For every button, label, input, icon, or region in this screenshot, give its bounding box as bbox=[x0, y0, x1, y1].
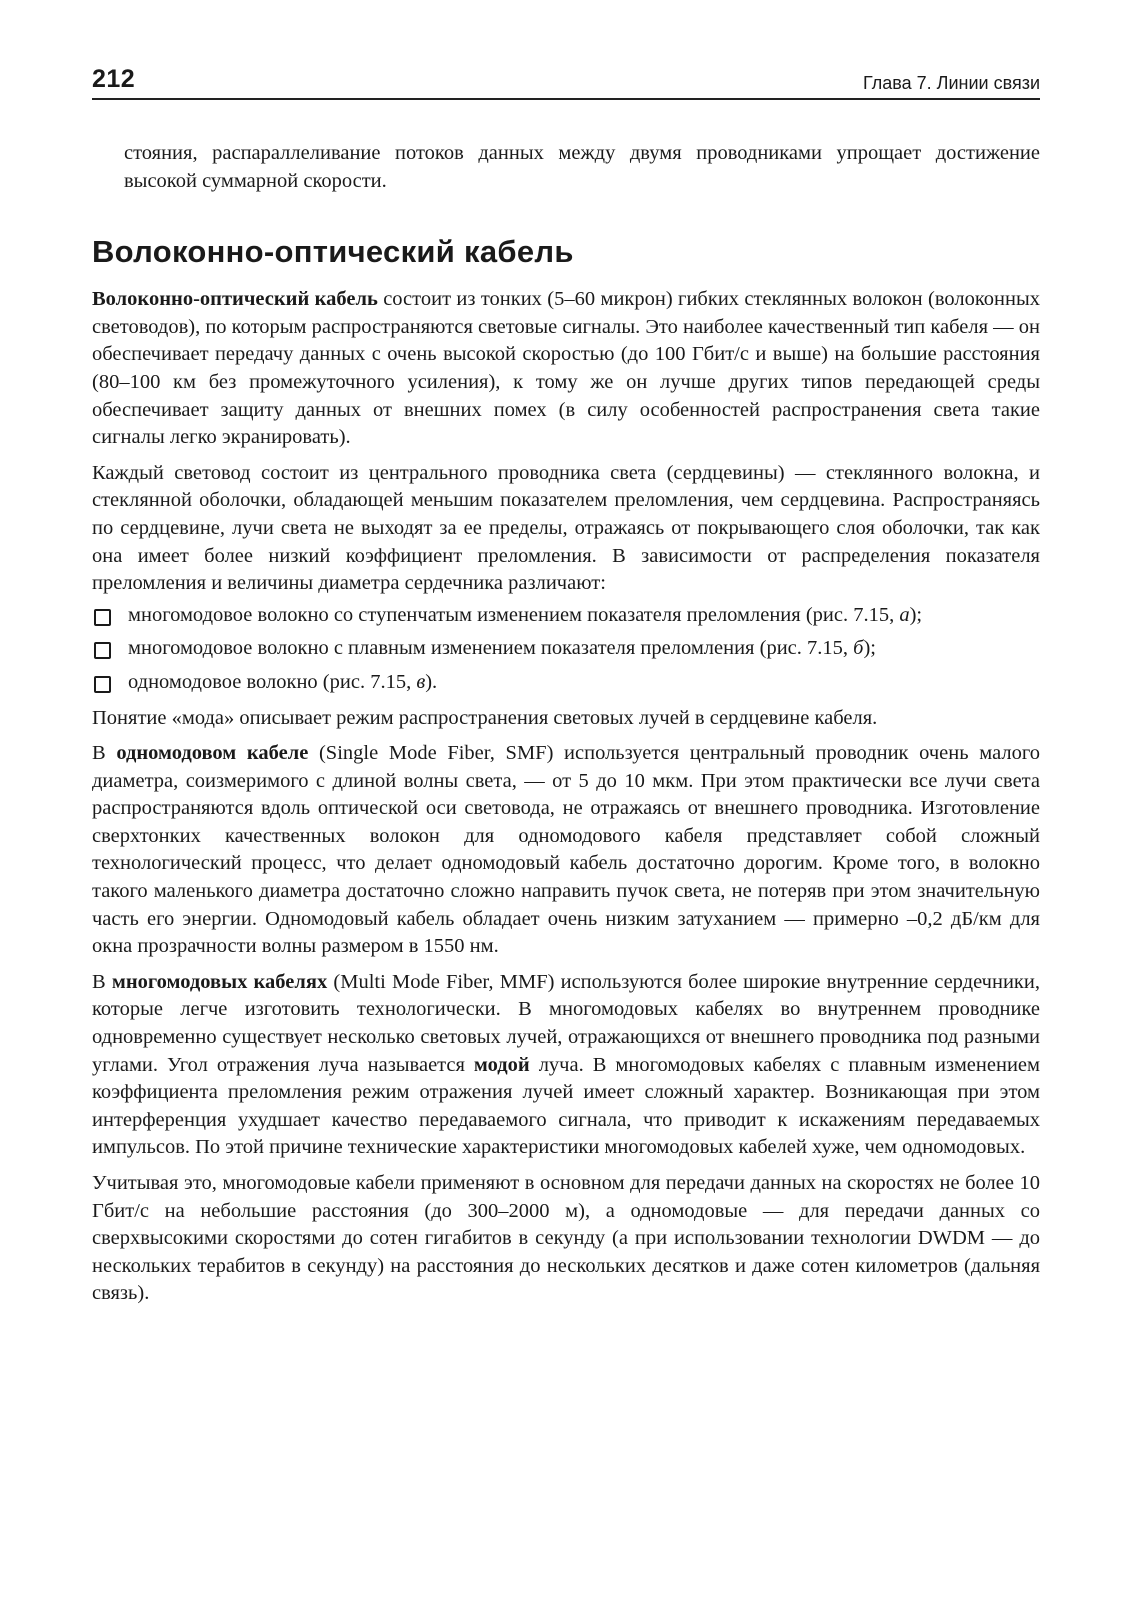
checkbox-bullet-icon bbox=[94, 642, 111, 659]
page-number: 212 bbox=[92, 65, 136, 93]
term-mode: модой bbox=[473, 1053, 530, 1076]
paragraph-structure: Каждый световод состоит из центрального проводника света (сердцевины) — стеклянного волокна, и стеклянной оболочки, обладающей меньшим показателем преломления, чем сердцевина. Распространяясь по сердцевине, лучи света не выходят за ее пределы, отражаясь от покрывающего слоя оболочки, так как она имеет более низкий коэффициент преломления. В зависимости от распределения показателя преломления и величины диаметра сердечника различают: bbox=[92, 461, 1040, 595]
running-title: Глава 7. Линии связи bbox=[863, 73, 1040, 93]
paragraph-prefix: В bbox=[92, 742, 117, 765]
list-item-end: ). bbox=[425, 670, 438, 693]
paragraph-multi-mode-text-cont: луча. В многомодовых кабелях с плавным изменением коэффициента преломления режим отражения лучей имеет сложный характер. Возникающая при этом интерференция ухудшает качество передаваемого сигнала, что приводит к искажениям передаваемых импульсов. По этой причине технические характеристики многомодовых кабелей хуже, чем одномодовых. bbox=[92, 1053, 1040, 1159]
figure-letter: б bbox=[853, 637, 864, 660]
figure-letter: в bbox=[416, 670, 426, 693]
list-item bbox=[92, 602, 1040, 630]
paragraph-conclusion: Учитывая это, многомодовые кабели применяют в основном для передачи данных на скоростях не более 10 Гбит/с на небольшие расстояния (до 300–2000 м), а одномодовые — для передачи данных со сверхвысокими скоростями до сотен гигабитов в секунду (а при использовании технологии DWDM — до нескольких терабитов в секунду) на расстояния до нескольких десятков и даже сотен километров (дальняя связь). bbox=[92, 1172, 1040, 1305]
term-single-mode: одномодовом кабеле bbox=[116, 742, 309, 765]
list-item-end: ); bbox=[909, 603, 923, 626]
list-item-text: многомодовое волокно с плавным изменением показателя преломления (рис. 7.15, bbox=[128, 637, 854, 660]
checkbox-bullet-icon bbox=[94, 609, 111, 626]
paragraph-prefix: В bbox=[92, 970, 112, 993]
page-header bbox=[92, 60, 1040, 100]
paragraph-single-mode bbox=[92, 740, 1040, 961]
term-multi-mode: многомодовых кабелях bbox=[111, 970, 328, 993]
fiber-types-list bbox=[92, 602, 1040, 697]
list-item bbox=[92, 635, 1040, 663]
paragraph-intro bbox=[92, 286, 1040, 452]
paragraph-mode-definition: Понятие «мода» описывает режим распространения световых лучей в сердцевине кабеля. bbox=[92, 706, 878, 729]
list-item-text: одномодовое волокно (рис. 7.15, bbox=[128, 670, 417, 693]
paragraph-single-mode-text: (Single Mode Fiber, SMF) используется центральный проводник очень малого диаметра, соизмеримого с длиной волны света, — от 5 до 10 мкм. При этом практически все лучи света распространяются вдоль оптической оси световода, не отражаясь от внешнего проводника. Изготовление сверхтонких качественных волокон для одномодового кабеля представляет собой сложный технологический процесс, что делает одномодовый кабель достаточно дорогим. Кроме того, в волокно такого маленького диаметра достаточно сложно направить пучок света, не потеряв при этом значительную часть его энергии. Одномодовый кабель обладает очень низким затуханием — примерно –0,2 дБ/км для окна прозрачности волны размером в 1550 нм. bbox=[92, 742, 1040, 958]
section-title: Волоконно-оптический кабель bbox=[92, 234, 574, 270]
term-fiber-cable: Волоконно-оптический кабель bbox=[92, 288, 378, 311]
paragraph-multi-mode bbox=[92, 969, 1040, 1162]
figure-letter: а bbox=[899, 603, 910, 626]
list-item-end: ); bbox=[863, 637, 876, 660]
checkbox-bullet-icon bbox=[94, 676, 111, 693]
paragraph-multi-mode-text: (Multi Mode Fiber, MMF) используются более широкие внутренние сердечники, которые легче изготовить технологически. В многомодовых кабелях во внутреннем проводнике одновременно существует несколько световых лучей, отражающихся от внешнего проводника под разными углами. Угол отражения луча называется bbox=[92, 970, 1040, 1076]
book-page bbox=[92, 60, 1040, 1308]
paragraph-intro-text: состоит из тонких (5–60 микрон) гибких стеклянных волокон (волоконных световодов), по которым распространяются световые сигналы. Это наиболее качественный тип кабеля — он обеспечивает передачу данных с очень высокой скоростью (до 100 Гбит/с и выше) на большие расстояния (80–100 км без промежуточного усиления), к тому же он лучше других типов передающей среды обеспечивает защиту данных от внешних помех (в силу особенностей распространения света такие сигналы легко экранировать). bbox=[92, 288, 1041, 449]
continuation-paragraph: стояния, распараллеливание потоков данных между двумя проводниками упрощает достижение высокой суммарной скорости. bbox=[124, 142, 1040, 192]
list-item-text: многомодовое волокно со ступенчатым изменением показателя преломления (рис. 7.15, bbox=[128, 603, 900, 626]
list-item bbox=[92, 669, 1040, 697]
